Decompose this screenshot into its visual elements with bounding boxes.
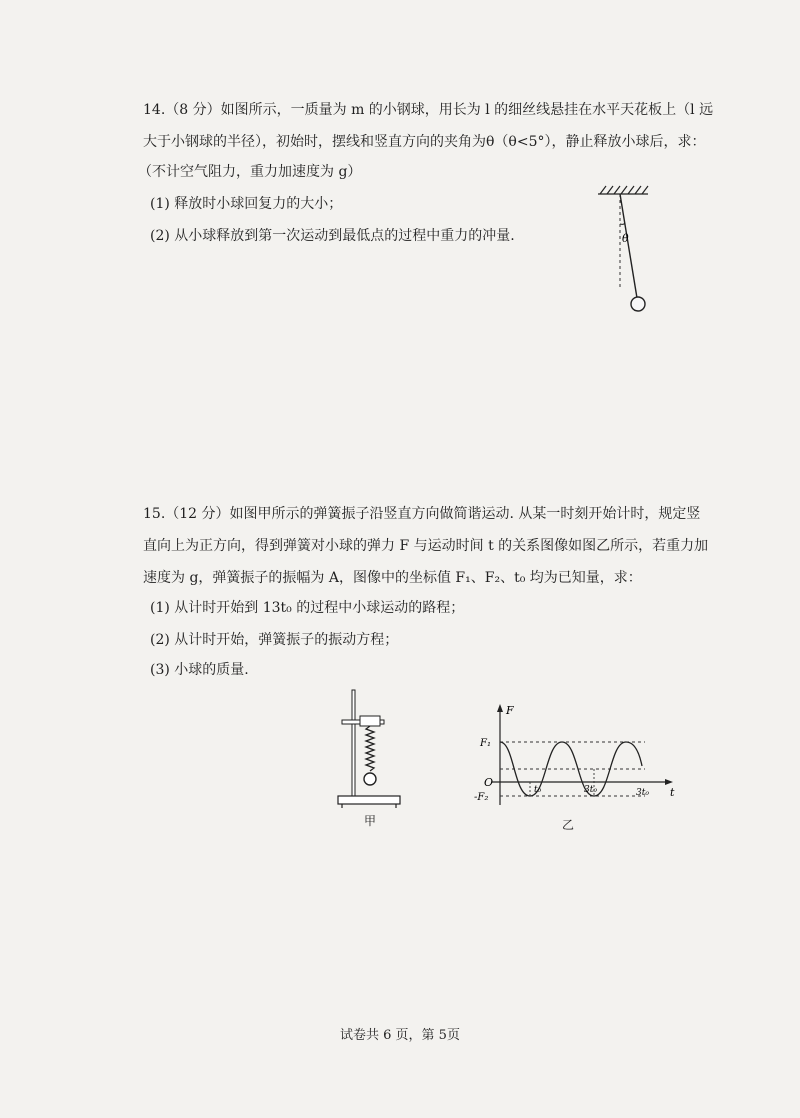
steel-ball xyxy=(631,297,645,311)
pendulum-figure xyxy=(590,180,670,320)
3t0-axis-end-label: 3t₀ xyxy=(636,788,649,798)
x-axis-label: t xyxy=(670,786,675,799)
pendulum-string xyxy=(620,194,637,298)
origin-label: O xyxy=(484,776,494,789)
stand-pole xyxy=(352,690,355,798)
ceiling-hatch xyxy=(598,186,648,194)
f1-label: F₁ xyxy=(480,738,491,749)
page-footer: 试卷共 6 页，第 5页 xyxy=(340,1028,460,1043)
figure-yi-caption: 乙 xyxy=(562,818,575,832)
q15-subquestion-1: (1) 从计时开始到 13t₀ 的过程中小球运动的路程； xyxy=(150,600,465,616)
q15-subquestion-2: (2) 从计时开始，弹簧振子的振动方程； xyxy=(150,632,399,648)
spring-coil xyxy=(366,726,374,771)
q15-subquestion-3: (3) 小球的质量. xyxy=(150,662,249,678)
x-axis-arrow xyxy=(665,779,673,785)
q14-subquestion-2: (2) 从小球释放到第一次运动到最低点的过程中重力的冲量. xyxy=(150,228,515,244)
q15-stem-line-2: 直向上为正方向，得到弹簧对小球的弹力 F 与运动时间 t 的关系图像如图乙所示，若重力加 xyxy=(143,538,709,554)
q15-stem-line-3: 速度为 g，弹簧振子的振幅为 A，图像中的坐标值 F₁、F₂、t₀ 均为已知量，求： xyxy=(143,570,642,586)
q14-stem-line-3: （不计空气阻力，重力加速度为 g） xyxy=(138,164,362,180)
clamp xyxy=(360,716,380,726)
stand-base xyxy=(338,796,400,804)
q14-subquestion-1: (1) 释放时小球回复力的大小； xyxy=(150,196,343,212)
y-axis-arrow xyxy=(497,704,503,712)
q14-stem-line-2: 大于小钢球的半径），初始时，摆线和竖直方向的夹角为θ（θ<5°），静止释放小球后，求： xyxy=(143,134,706,150)
q14-stem-line-1: 14.（8 分）如图所示，一质量为 m 的小钢球，用长为 l 的细丝线悬挂在水平天花板上（l 远 xyxy=(143,102,714,118)
3t0-label: 3t₀ xyxy=(584,785,597,795)
force-time-graph xyxy=(470,700,680,812)
q15-stem-line-1: 15.（12 分）如图甲所示的弹簧振子沿竖直方向做简谐运动. 从某一时刻开始计时，规定竖 xyxy=(143,506,701,522)
angle-theta-label: θ xyxy=(622,232,629,245)
figure-jia-caption: 甲 xyxy=(364,814,377,828)
t0-label: t₀ xyxy=(534,785,542,795)
spring-oscillator-figure xyxy=(330,688,410,810)
y-axis-label: F xyxy=(506,704,514,717)
spring-ball xyxy=(364,773,376,785)
f2-label: -F₂ xyxy=(474,792,489,803)
